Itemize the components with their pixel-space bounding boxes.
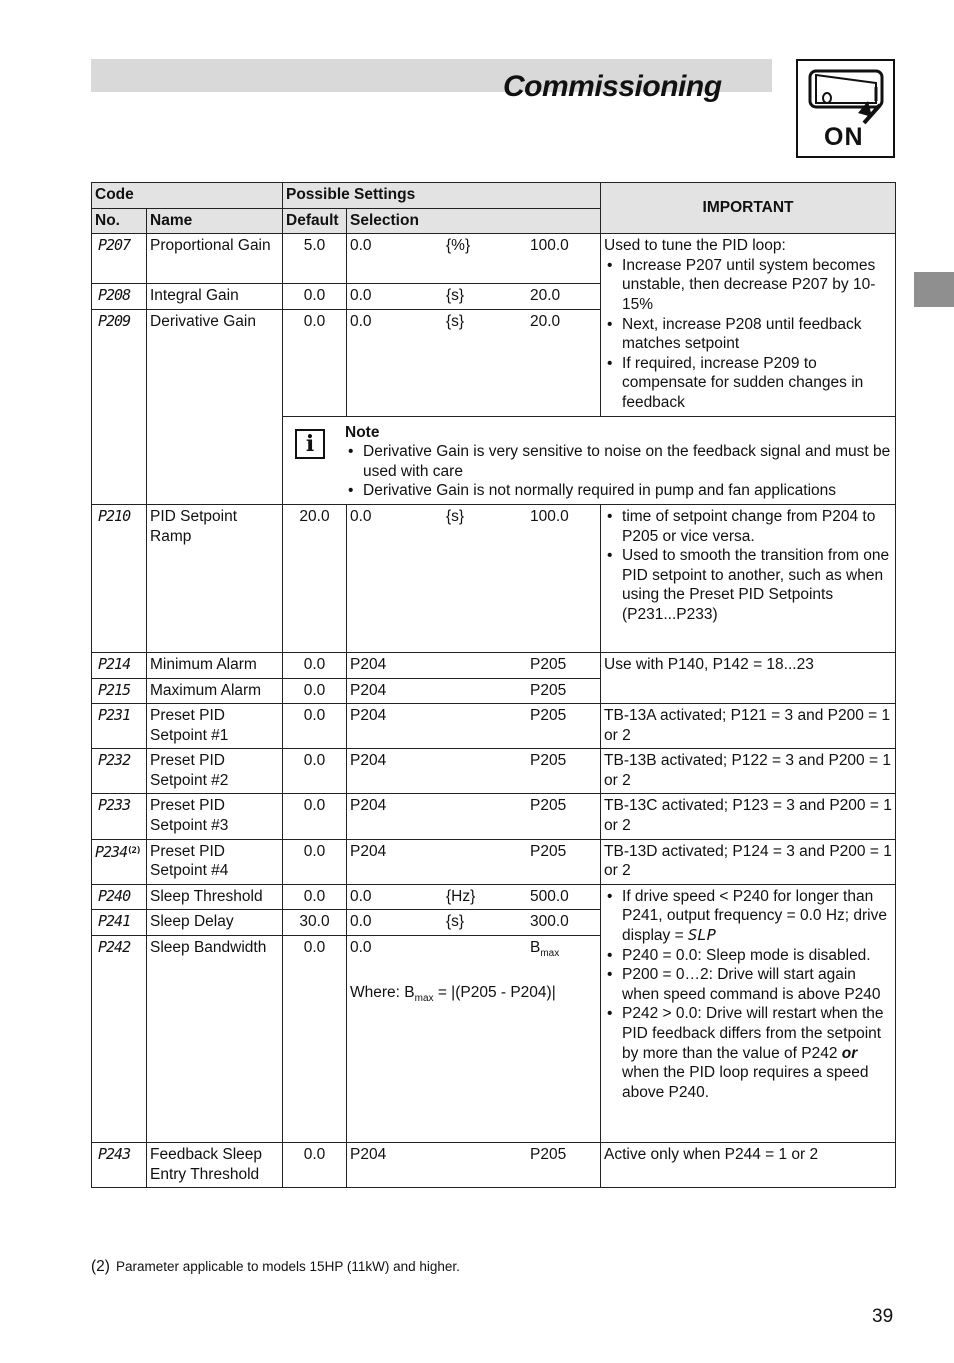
alarm-notes: Use with P140, P142 = 18...23 <box>601 652 896 703</box>
param-code: P232 <box>92 749 147 794</box>
param-default: 5.0 <box>283 234 347 284</box>
switch-on-label: ON <box>824 123 864 151</box>
table-row <box>92 839 896 884</box>
preset-notes: TB-13C activated; P123 = 3 and P200 = 1 or 2 <box>601 794 896 839</box>
param-default: 0.0 <box>283 284 347 310</box>
display-code: SLP <box>687 926 716 945</box>
param-selection: P204 P205 <box>347 749 601 794</box>
param-name: Preset PID Setpoint #2 <box>147 749 283 794</box>
table-row <box>92 652 896 678</box>
param-default: 0.0 <box>283 1143 347 1188</box>
param-selection: 0.0 {%} 100.0 <box>347 234 601 284</box>
param-code: P207 <box>92 234 147 284</box>
preset-notes: TB-13A activated; P121 = 3 and P200 = 1 or 2 <box>601 704 896 749</box>
param-code: P241 <box>92 910 147 936</box>
param-selection: P204 P205 <box>347 704 601 749</box>
bmax-formula: Where: $B_{max} = |(P205 - P204)|$ <box>350 983 556 1004</box>
info-icon: i <box>295 429 325 459</box>
param-name: Maximum Alarm <box>147 678 283 704</box>
parameter-table <box>91 182 896 1188</box>
table-row <box>92 504 896 652</box>
param-default: 0.0 <box>283 749 347 794</box>
param-name: Derivative Gain <box>147 309 283 504</box>
table-row <box>92 749 896 794</box>
param-default: 0.0 <box>283 936 347 1143</box>
table-row <box>92 884 896 910</box>
param-default: 20.0 <box>283 504 347 652</box>
param-name: Integral Gain <box>147 284 283 310</box>
param-selection: 0.0 {s} 20.0 <box>347 284 601 310</box>
param-code: P231 <box>92 704 147 749</box>
param-default: 0.0 <box>283 678 347 704</box>
param-name: Feedback Sleep Entry Threshold <box>147 1143 283 1188</box>
param-name: Sleep Delay <box>147 910 283 936</box>
param-code: P209 <box>92 309 147 504</box>
table-row <box>92 1143 896 1188</box>
note-title: Note <box>345 423 380 441</box>
param-code: P215 <box>92 678 147 704</box>
feedback-sleep-notes: Active only when P244 = 1 or 2 <box>601 1143 896 1188</box>
param-selection: 0.0 $B_{max}$ Where: $B_{max} = |(P205 - P204)|$ <box>347 936 601 1143</box>
param-code: P240 <box>92 884 147 910</box>
ramp-notes: • time of setpoint change from P204 to P205 or vice versa. • Used to smooth the transition from one PID setpoint to another, such as when using the Preset PID Setpoints (P231...P233) <box>601 504 896 652</box>
note-item: • Derivative Gain is very sensitive to noise on the feedback signal and must be used with care <box>363 442 891 481</box>
param-name: Sleep Bandwidth <box>147 936 283 1143</box>
param-code: P233 <box>92 794 147 839</box>
param-name: Minimum Alarm <box>147 652 283 678</box>
page-title: Commissioning <box>503 70 722 103</box>
preset-notes: TB-13D activated; P124 = 3 and P200 = 1 or 2 <box>601 839 896 884</box>
param-name: Proportional Gain <box>147 234 283 284</box>
param-code: P208 <box>92 284 147 310</box>
param-name: Preset PID Setpoint #4 <box>147 839 283 884</box>
param-name: PID Setpoint Ramp <box>147 504 283 652</box>
param-code: P243 <box>92 1143 147 1188</box>
col-code: Code <box>92 183 283 209</box>
col-name: Name <box>147 208 283 234</box>
param-default: 0.0 <box>283 884 347 910</box>
param-selection: P204 P205 <box>347 652 601 678</box>
note-item: • Derivative Gain is not normally required in pump and fan applications <box>363 481 891 501</box>
param-default: 0.0 <box>283 839 347 884</box>
param-default: 0.0 <box>283 794 347 839</box>
param-selection: P204 P205 <box>347 1143 601 1188</box>
param-selection: 0.0 {s} 300.0 <box>347 910 601 936</box>
pid-tuning-notes: Used to tune the PID loop: • Increase P207 until system becomes unstable, then decrease P207 by 10-15% • Next, increase P208 until feedback matches setpoint • If required, increase P209 to compensate for sudden changes in feedback <box>601 234 896 416</box>
sleep-notes: • If drive speed < P240 for longer than P241, output frequency = 0.0 Hz; drive display = SLP • P240 = 0.0: Sleep mode is disabled. • P200 = 0…2: Drive will start again when speed command is above P240 • P242 > 0.0: Drive will restart when the PID feedback differs from the setpoint by more than the value of P242 or when the PID loop requires a speed above P240. <box>601 884 896 1142</box>
param-selection: P204 P205 <box>347 839 601 884</box>
param-default: 0.0 <box>283 704 347 749</box>
param-selection: 0.0 {s} 20.0 <box>347 309 601 416</box>
footnote-ref: (2) <box>127 845 141 856</box>
col-possible-settings: Possible Settings <box>283 183 601 209</box>
col-important: IMPORTANT <box>601 183 896 234</box>
param-code: P214 <box>92 652 147 678</box>
param-selection: 0.0 {Hz} 500.0 <box>347 884 601 910</box>
footnote: (2) Parameter applicable to models 15HP (11kW) and higher. <box>91 1258 460 1275</box>
param-code: P210 <box>92 504 147 652</box>
preset-notes: TB-13B activated; P122 = 3 and P200 = 1 or 2 <box>601 749 896 794</box>
col-selection: Selection <box>347 208 601 234</box>
param-selection: 0.0 {s} 100.0 <box>347 504 601 652</box>
derivative-note <box>283 416 896 504</box>
col-default: Default <box>283 208 347 234</box>
table-row <box>92 794 896 839</box>
param-default: 0.0 <box>283 652 347 678</box>
page-number: 39 <box>872 1306 894 1327</box>
table-header-row <box>92 183 896 209</box>
param-selection: P204 P205 <box>347 794 601 839</box>
param-name: Preset PID Setpoint #1 <box>147 704 283 749</box>
param-name: Sleep Threshold <box>147 884 283 910</box>
param-code: P234$^{(2)}$ <box>92 839 147 884</box>
table-row <box>92 704 896 749</box>
param-default: 0.0 <box>283 309 347 416</box>
section-tab-marker <box>914 272 954 307</box>
param-name: Preset PID Setpoint #3 <box>147 794 283 839</box>
power-switch-icon <box>796 59 895 158</box>
param-default: 30.0 <box>283 910 347 936</box>
param-selection: P204 P205 <box>347 678 601 704</box>
table-row <box>92 234 896 284</box>
col-no: No. <box>92 208 147 234</box>
param-code: P242 <box>92 936 147 1143</box>
